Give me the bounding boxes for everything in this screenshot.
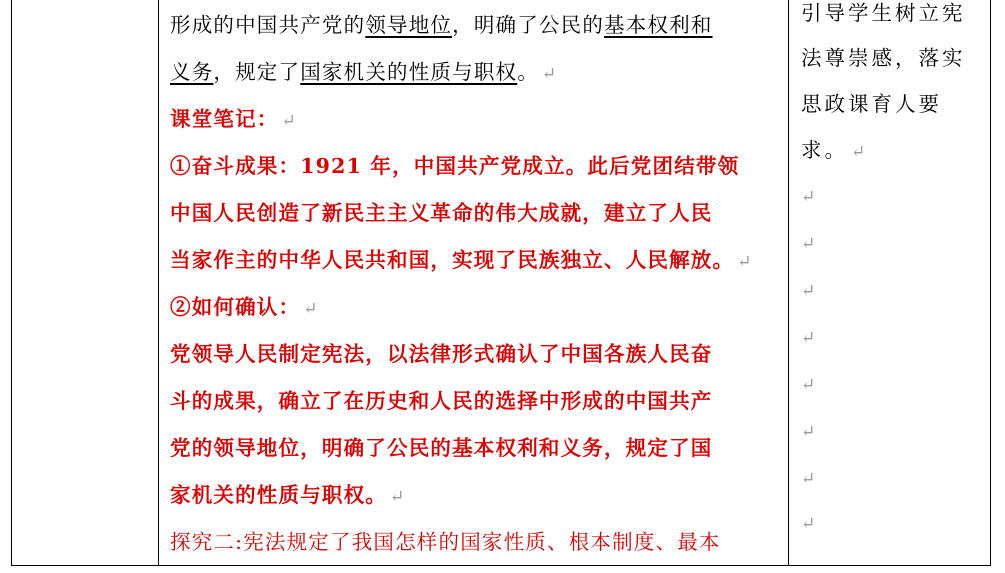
text-run: 。	[517, 60, 539, 84]
notes-line: 斗的成果，确立了在历史和人民的选择中形成的中国共产	[170, 389, 713, 413]
underlined-text: 义务	[170, 60, 214, 84]
notes-line: ①奋斗成果：1921 年，中国共产党成立。此后党团结带领	[170, 154, 740, 178]
paragraph-mark-icon: ↵	[851, 142, 869, 162]
table-border-bottom	[11, 565, 991, 566]
text-line	[170, 12, 713, 38]
underlined-text: 国家机关的性质与职权	[300, 60, 518, 84]
table-border-col2	[788, 0, 789, 566]
paragraph-mark-icon: ↵	[801, 375, 816, 395]
paragraph-mark-icon: ↵	[801, 281, 816, 301]
text-line	[170, 341, 713, 367]
paragraph-mark-icon: ↵	[801, 514, 816, 534]
text-line	[170, 294, 319, 322]
text-line	[170, 482, 405, 510]
text-run: 形成的中国共产党的	[170, 13, 366, 37]
paragraph-mark-icon: ↵	[801, 234, 816, 254]
goal-line	[801, 137, 868, 165]
paragraph-mark-icon: ↵	[541, 64, 558, 84]
notes-line: 党的领导地位，明确了公民的基本权利和义务，规定了国	[170, 436, 713, 460]
explore-text: 探究二:宪法规定了我国怎样的国家性质、根本制度、最本	[170, 530, 721, 554]
notes-line: 党领导人民制定宪法，以法律形式确认了中国各族人民奋	[170, 342, 713, 366]
text-run: ，明确了公民的	[452, 13, 605, 37]
underlined-text: 基本权利和	[604, 13, 713, 37]
text-line	[170, 59, 557, 87]
notes-subtitle: ②如何确认：	[170, 295, 301, 319]
text-line	[170, 388, 713, 414]
paragraph-mark-icon: ↵	[801, 469, 816, 489]
underlined-text: 领导地位	[365, 13, 453, 37]
text-line	[170, 247, 753, 275]
notes-title	[170, 106, 297, 134]
paragraph-mark-icon: ↵	[281, 111, 297, 131]
notes-line: 中国人民创造了新民主主义革命的伟大成就，建立了人民	[170, 201, 713, 225]
paragraph-mark-icon: ↵	[801, 328, 816, 348]
notes-title-text: 课堂笔记：	[170, 107, 279, 131]
goal-line: 法尊崇感，落实	[801, 46, 966, 70]
paragraph-mark-icon: ↵	[801, 187, 816, 207]
paragraph-mark-icon: ↵	[390, 487, 406, 507]
notes-line: 当家作主的中华人民共和国，实现了民族独立、人民解放。	[170, 248, 735, 272]
explore-heading	[170, 529, 721, 555]
goal-line: 引导学生树立宪	[801, 1, 966, 25]
table-border-left	[11, 0, 12, 566]
goal-line-text: 求。	[801, 138, 848, 162]
paragraph-mark-icon: ↵	[303, 299, 319, 319]
goal-line: 思政课育人要	[801, 92, 942, 116]
table-border-right	[990, 0, 991, 566]
text-line	[170, 200, 713, 226]
table-border-col1	[158, 0, 159, 566]
text-line	[170, 153, 739, 179]
text-line	[170, 435, 713, 461]
text-run: ，规定了	[213, 60, 301, 84]
paragraph-mark-icon: ↵	[801, 422, 816, 442]
notes-line: 家机关的性质与职权。	[170, 483, 387, 507]
paragraph-mark-icon: ↵	[737, 252, 753, 272]
